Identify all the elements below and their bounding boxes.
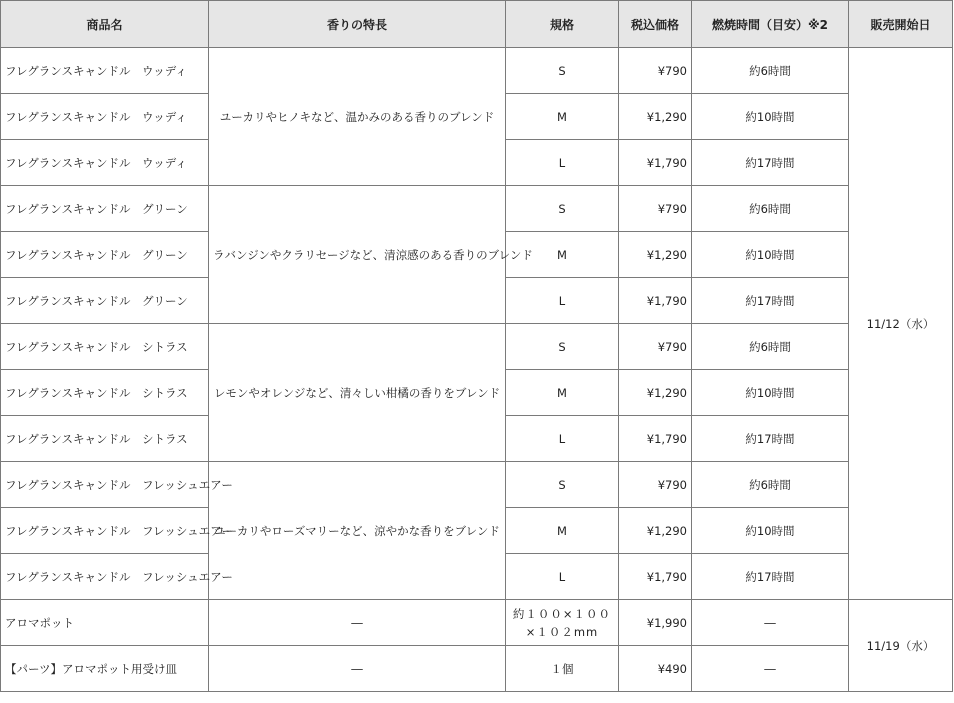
burn-time-cell: ― xyxy=(692,600,849,646)
product-name-cell: フレグランスキャンドル フレッシュエアー xyxy=(1,462,209,508)
table-row xyxy=(1,324,953,370)
price-cell: ¥790 xyxy=(619,186,692,232)
size-cell: １個 xyxy=(506,646,619,692)
header-price: 税込価格 xyxy=(619,1,692,48)
burn-time-cell: ― xyxy=(692,646,849,692)
burn-time-cell: 約10時間 xyxy=(692,370,849,416)
product-name-cell: アロマポット xyxy=(1,600,209,646)
size-cell: M xyxy=(506,232,619,278)
product-name-cell: フレグランスキャンドル グリーン xyxy=(1,278,209,324)
scent-feature-cell: ― xyxy=(209,600,506,646)
burn-time-cell: 約17時間 xyxy=(692,416,849,462)
burn-time-cell: 約17時間 xyxy=(692,278,849,324)
release-date-cell: 11/19（水） xyxy=(849,600,953,692)
product-name-cell: フレグランスキャンドル シトラス xyxy=(1,324,209,370)
price-cell: ¥490 xyxy=(619,646,692,692)
price-cell: ¥1,790 xyxy=(619,278,692,324)
table-row xyxy=(1,462,953,508)
scent-feature-cell: ― xyxy=(209,646,506,692)
price-cell: ¥1,790 xyxy=(619,140,692,186)
burn-time-cell: 約17時間 xyxy=(692,554,849,600)
size-cell: L xyxy=(506,278,619,324)
size-cell: L xyxy=(506,140,619,186)
price-cell: ¥790 xyxy=(619,48,692,94)
header-release-date: 販売開始日 xyxy=(849,1,953,48)
header-feature: 香りの特長 xyxy=(209,1,506,48)
burn-time-cell: 約17時間 xyxy=(692,140,849,186)
header-row xyxy=(1,1,953,48)
table-body xyxy=(1,48,953,692)
header-size: 規格 xyxy=(506,1,619,48)
size-cell: M xyxy=(506,508,619,554)
size-cell: S xyxy=(506,324,619,370)
price-cell: ¥1,290 xyxy=(619,232,692,278)
product-name-cell: フレグランスキャンドル シトラス xyxy=(1,370,209,416)
price-cell: ¥790 xyxy=(619,462,692,508)
price-cell: ¥1,990 xyxy=(619,600,692,646)
product-name-cell: フレグランスキャンドル シトラス xyxy=(1,416,209,462)
price-cell: ¥1,790 xyxy=(619,554,692,600)
header-burn-time: 燃焼時間（目安）※2 xyxy=(692,1,849,48)
size-cell: L xyxy=(506,416,619,462)
price-cell: ¥1,290 xyxy=(619,508,692,554)
scent-feature-cell: レモンやオレンジなど、清々しい柑橘の香りをブレンド xyxy=(209,324,506,462)
burn-time-cell: 約10時間 xyxy=(692,94,849,140)
product-name-cell: フレグランスキャンドル グリーン xyxy=(1,186,209,232)
scent-feature-cell: ユーカリやローズマリーなど、涼やかな香りをブレンド xyxy=(209,462,506,600)
release-date-cell: 11/12（水） xyxy=(849,48,953,600)
price-cell: ¥1,290 xyxy=(619,94,692,140)
size-cell: L xyxy=(506,554,619,600)
price-cell: ¥1,790 xyxy=(619,416,692,462)
product-name-cell: フレグランスキャンドル ウッディ xyxy=(1,48,209,94)
table-row xyxy=(1,186,953,232)
product-name-cell: フレグランスキャンドル グリーン xyxy=(1,232,209,278)
header-name: 商品名 xyxy=(1,1,209,48)
scent-feature-cell: ラバンジンやクラリセージなど、清涼感のある香りのブレンド xyxy=(209,186,506,324)
size-cell: S xyxy=(506,186,619,232)
burn-time-cell: 約6時間 xyxy=(692,324,849,370)
product-name-cell: フレグランスキャンドル ウッディ xyxy=(1,140,209,186)
product-name-cell: 【パーツ】アロマポット用受け皿 xyxy=(1,646,209,692)
size-cell: S xyxy=(506,462,619,508)
size-cell: 約１００×１００×１０２mm xyxy=(506,600,619,646)
price-cell: ¥1,290 xyxy=(619,370,692,416)
size-cell: S xyxy=(506,48,619,94)
table-row xyxy=(1,646,953,692)
product-name-cell: フレグランスキャンドル フレッシュエアー xyxy=(1,508,209,554)
table-row xyxy=(1,48,953,94)
burn-time-cell: 約10時間 xyxy=(692,508,849,554)
size-cell: M xyxy=(506,370,619,416)
product-name-cell: フレグランスキャンドル フレッシュエアー xyxy=(1,554,209,600)
burn-time-cell: 約10時間 xyxy=(692,232,849,278)
product-name-cell: フレグランスキャンドル ウッディ xyxy=(1,94,209,140)
burn-time-cell: 約6時間 xyxy=(692,48,849,94)
burn-time-cell: 約6時間 xyxy=(692,186,849,232)
price-cell: ¥790 xyxy=(619,324,692,370)
size-cell: M xyxy=(506,94,619,140)
table-row xyxy=(1,600,953,646)
burn-time-cell: 約6時間 xyxy=(692,462,849,508)
scent-feature-cell: ユーカリやヒノキなど、温かみのある香りのブレンド xyxy=(209,48,506,186)
